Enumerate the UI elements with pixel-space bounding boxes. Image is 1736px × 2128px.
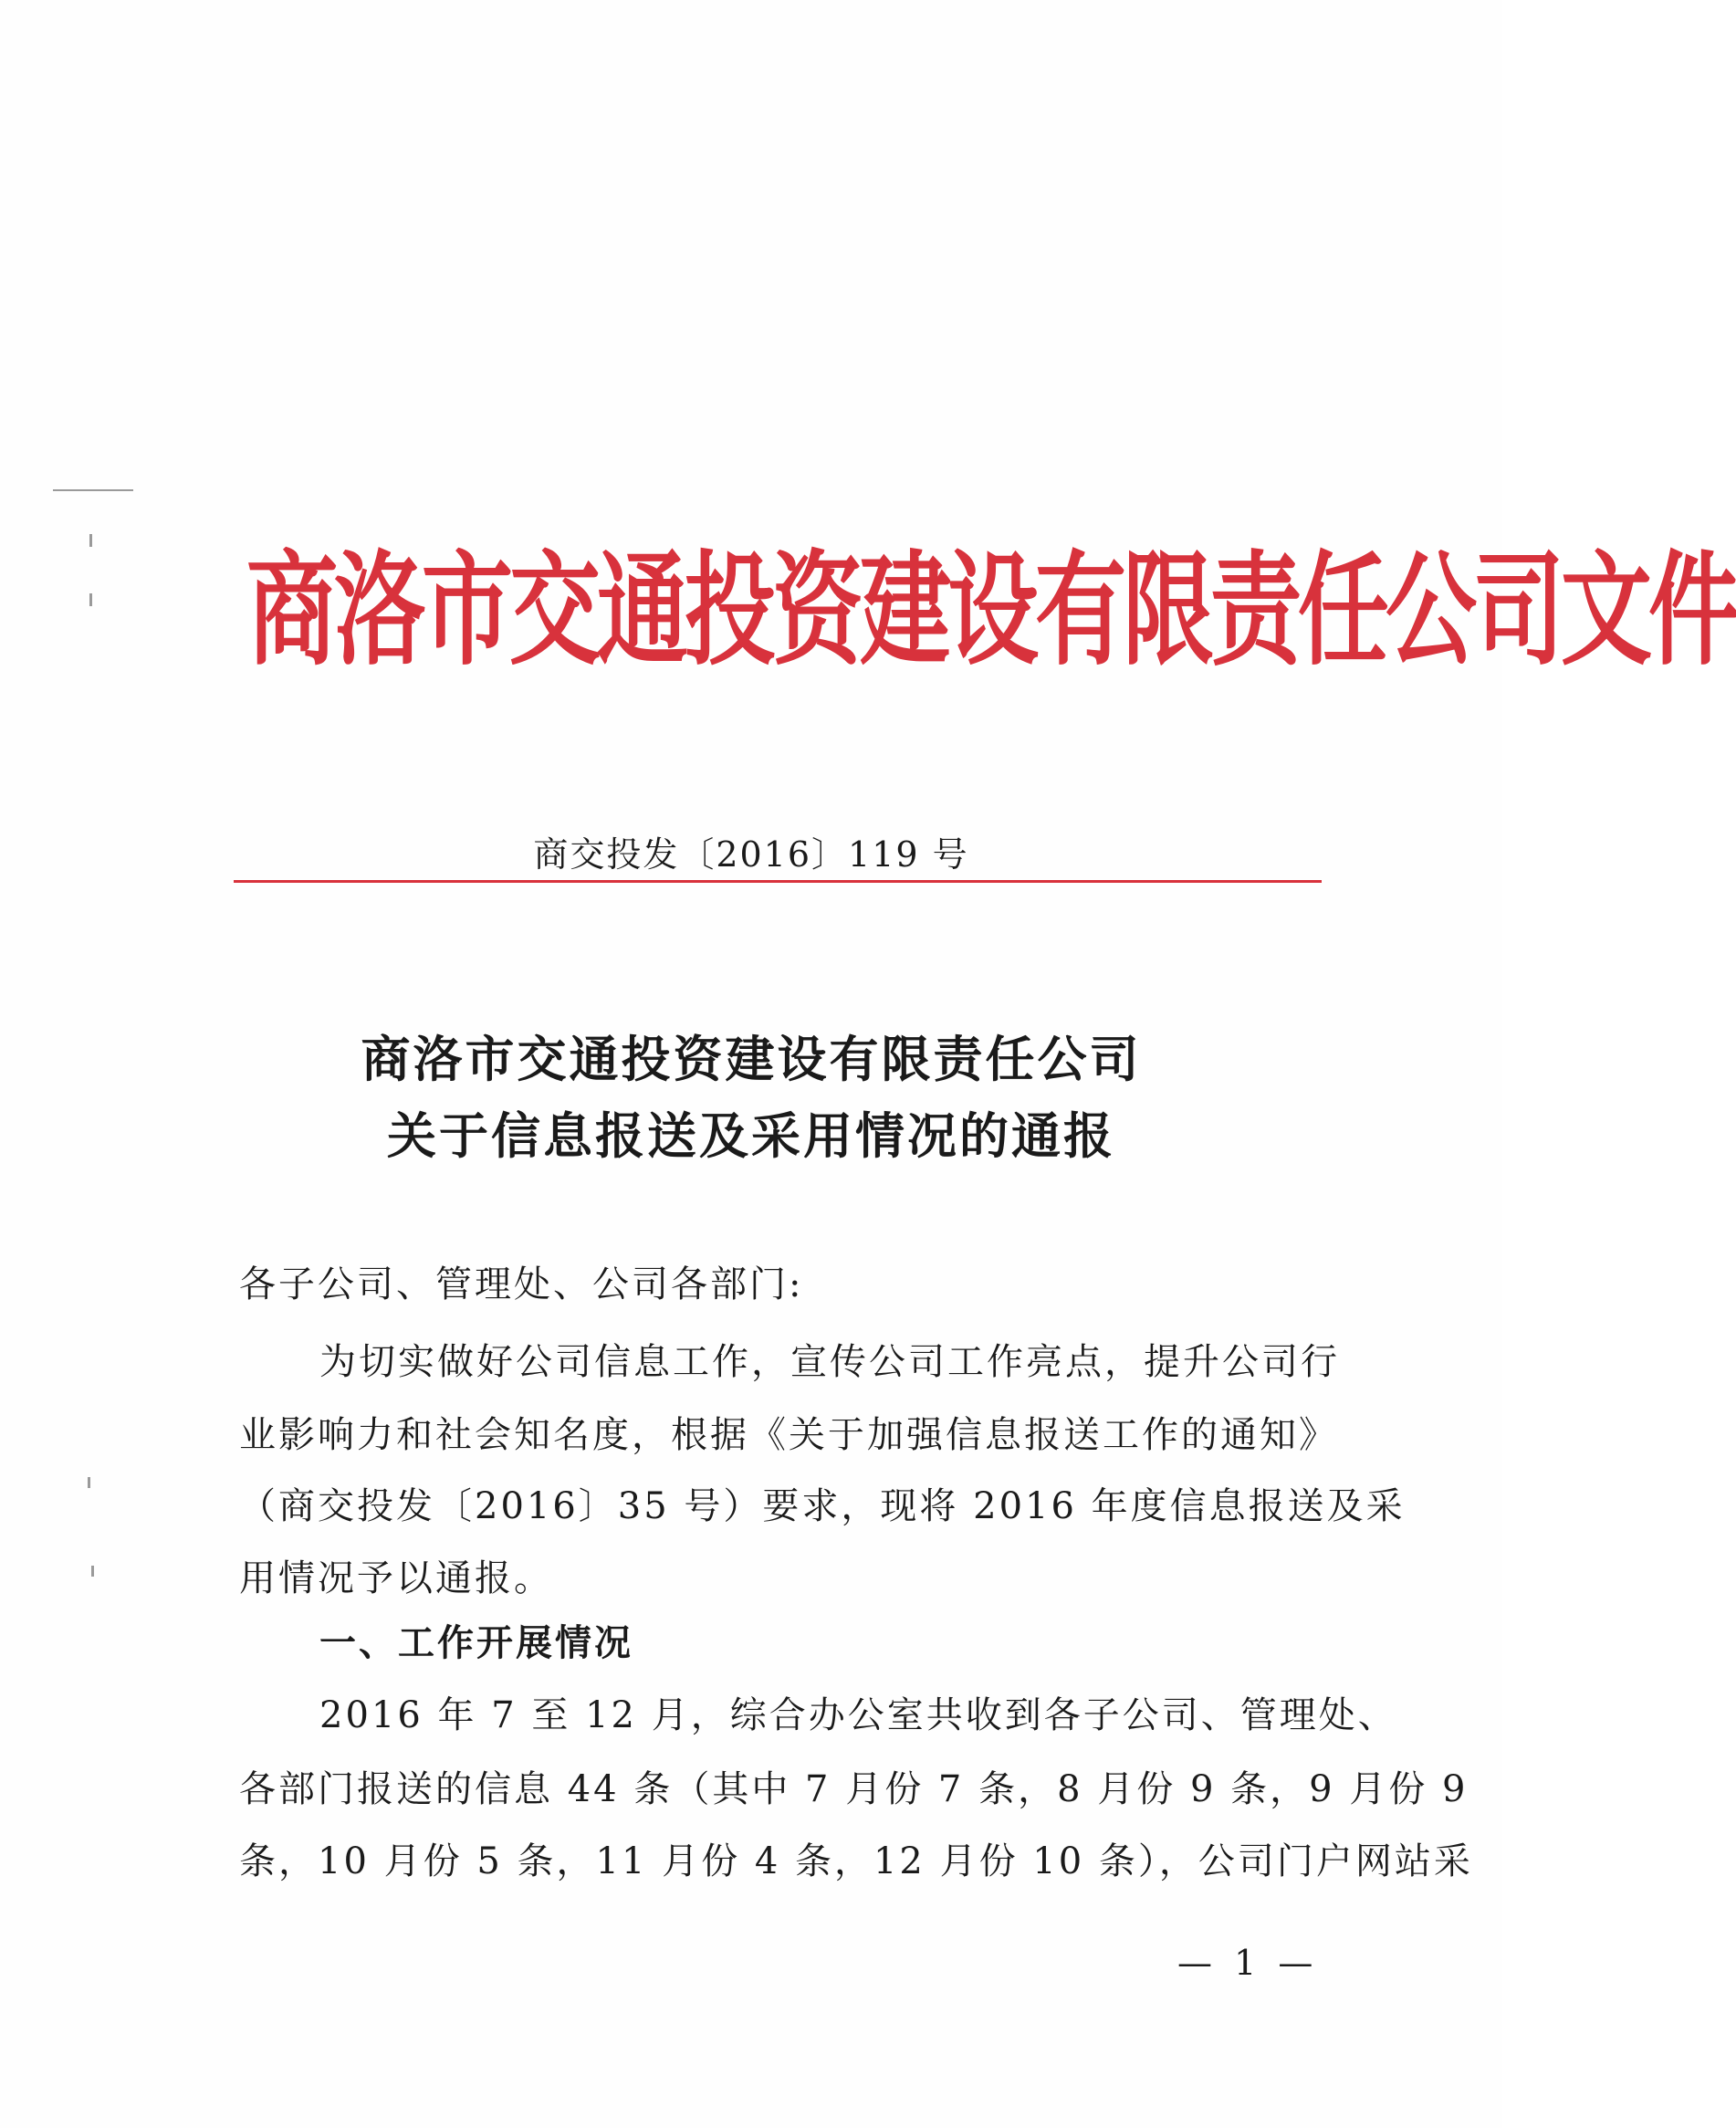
notice-title-line-2: 关于信息报送及采用情况的通报 xyxy=(387,1107,1115,1165)
document-header-title: 商洛市交通投资建设有限责任公司文件 xyxy=(246,538,1736,683)
paragraph-line: 业影响力和社会知名度，根据《关于加强信息报送工作的通知》 xyxy=(239,1414,1338,1456)
paragraph-line: 条，10 月份 5 条，11 月份 4 条，12 月份 10 条），公司门户网站采 xyxy=(239,1840,1473,1882)
paragraph-line: （商交投发〔2016〕35 号）要求，现将 2016 年度信息报送及采 xyxy=(239,1485,1406,1527)
scan-mark-line xyxy=(53,489,133,491)
notice-title-line-1: 商洛市交通投资建设有限责任公司 xyxy=(361,1031,1142,1088)
scan-mark-dot xyxy=(89,534,92,547)
document-number: 商交投发〔2016〕119 号 xyxy=(533,834,969,875)
paragraph-line: 各部门报送的信息 44 条（其中 7 月份 7 条，8 月份 9 条，9 月份 9 xyxy=(239,1768,1469,1810)
red-separator-line xyxy=(234,880,1322,883)
paragraph-line: 2016 年 7 至 12 月，综合办公室共收到各子公司、管理处、 xyxy=(319,1694,1397,1736)
section-heading: 一、工作开展情况 xyxy=(319,1622,633,1664)
page-number: — 1 — xyxy=(1177,1943,1319,1983)
paragraph-line: 为切实做好公司信息工作，宣传公司工作亮点，提升公司行 xyxy=(319,1341,1340,1383)
scan-mark-dot xyxy=(89,593,92,606)
scan-mark-dot xyxy=(91,1566,94,1577)
salutation: 各子公司、管理处、公司各部门: xyxy=(239,1263,804,1305)
scan-mark-dot xyxy=(88,1477,90,1488)
paragraph-line: 用情况予以通报。 xyxy=(239,1557,553,1599)
